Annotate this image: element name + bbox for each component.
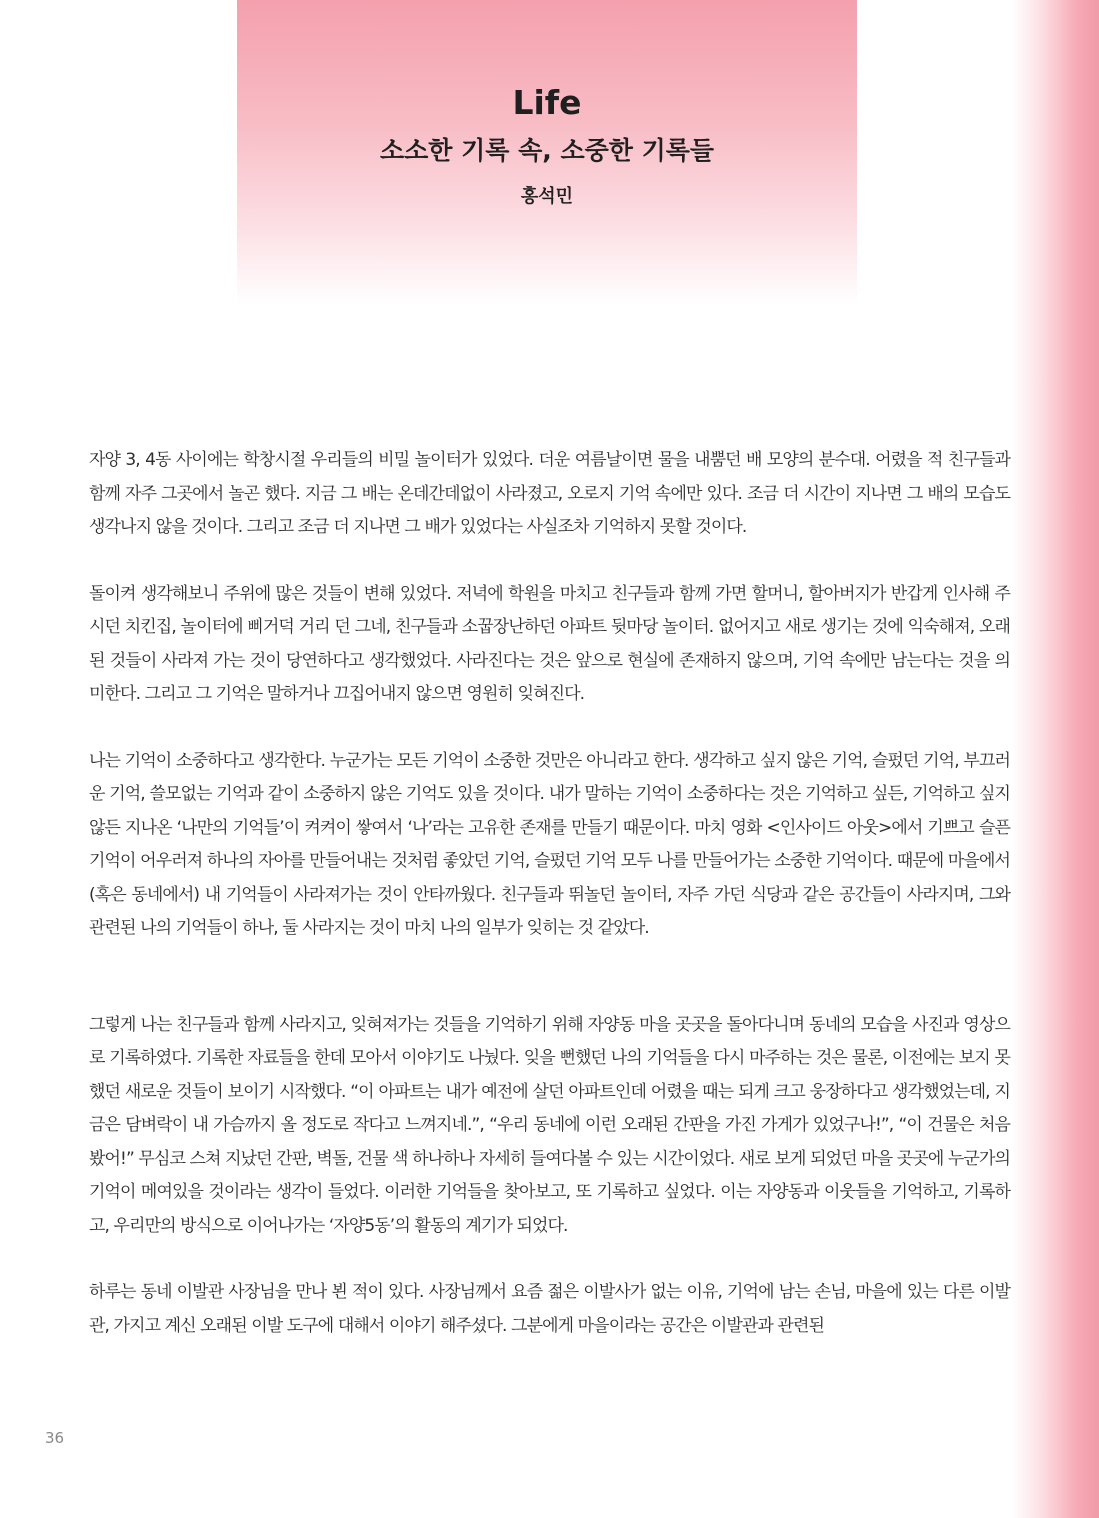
body-paragraph: 하루는 동네 이발관 사장님을 만나 뵌 적이 있다. 사장님께서 요즘 젊은 이발사가 없는 이유, 기억에 남는 손님, 마을에 있는 다른 이발관, 가지고 계신 오래된 이발 도구에 대해서 이야기 해주셨다. 그분에게 마을이라는 공간은 이발관과 관련된 — [89, 1282, 1010, 1336]
body-paragraph: 자양 3, 4동 사이에는 학창시절 우리들의 비밀 놀이터가 있었다. 더운 여름날이면 물을 내뿜던 배 모양의 분수대. 어렸을 적 친구들과 함께 자주 그곳에서 놀곤 했다. 지금 그 배는 온데간데없이 사라졌고, 오로지 기억 속에만 있다. 조금 더 시간이 지나면 그 배의 모습도 생각나지 않을 것이다. 그리고 조금 더 지나면 그 배가 있었다는 사실조차 기억하지 못할 것이다. — [89, 450, 1010, 537]
body-paragraph: 나는 기억이 소중하다고 생각한다. 누군가는 모든 기억이 소중한 것만은 아니라고 한다. 생각하고 싶지 않은 기억, 슬펐던 기억, 부끄러운 기억, 쓸모없는 기억과 같이 소중하지 않은 기억도 있을 것이다. 내가 말하는 기억이 소중하다는 것은 기억하고 싶든, 기억하고 싶지 않든 지나온 ‘나만의 기억들’이 켜켜이 쌓여서 ‘나’라는 고유한 존재를 만들기 때문이다. 마치 영화 <인사이드 아웃>에서 기쁘고 슬픈 기억이 어우러져 하나의 자아를 만들어내는 것처럼 좋았던 기억, 슬펐던 기억 모두 나를 만들어가는 소중한 기억이다. 때문에 마을에서(혹은 동네에서) 내 기억들이 사라져가는 것이 안타까웠다. 친구들과 뛰놀던 놀이터, 자주 가던 식당과 같은 공간들이 사라지며, 그와 관련된 나의 기억들이 하나, 둘 사라지는 것이 마치 나의 일부가 잊히는 것 같았다. — [89, 750, 1010, 938]
author-name: 홍석민 — [520, 186, 574, 207]
article-body — [89, 444, 1010, 1343]
article-header — [237, 0, 857, 305]
page-number: 36 — [45, 1429, 65, 1447]
article-title: 소소한 기록 속, 소중한 기록들 — [379, 136, 715, 165]
section-title: Life — [512, 83, 582, 122]
side-decoration-strip — [1012, 0, 1099, 1518]
body-paragraph: 그렇게 나는 친구들과 함께 사라지고, 잊혀져가는 것들을 기억하기 위해 자양동 마을 곳곳을 돌아다니며 동네의 모습을 사진과 영상으로 기록하였다. 기록한 자료들을 한데 모아서 이야기도 나눴다. 잊을 뻔했던 나의 기억들을 다시 마주하는 것은 물론, 이전에는 보지 못했던 새로운 것들이 보이기 시작했다. “이 아파트는 내가 예전에 살던 아파트인데 어렸을 때는 되게 크고 웅장하다고 생각했었는데, 지금은 담벼락이 내 가슴까지 올 정도로 작다고 느껴지네.”, “우리 동네에 이런 오래된 간판을 가진 가게가 있었구나!”, “이 건물은 처음 봤어!” 무심코 스쳐 지났던 간판, 벽돌, 건물 색 하나하나 자세히 들여다볼 수 있는 시간이었다. 새로 보게 되었던 마을 곳곳에 누군가의 기억이 메여있을 것이라는 생각이 들었다. 이러한 기억들을 찾아보고, 또 기록하고 싶었다. 이는 자양동과 이웃들을 기억하고, 기록하고, 우리만의 방식으로 이어나가는 ‘자양5동’의 활동의 계기가 되었다. — [89, 1014, 1010, 1236]
body-paragraph: 돌이켜 생각해보니 주위에 많은 것들이 변해 있었다. 저녁에 학원을 마치고 친구들과 함께 가면 할머니, 할아버지가 반갑게 인사해 주시던 치킨집, 놀이터에 삐거덕 거리 던 그네, 친구들과 소꿉장난하던 아파트 뒷마당 놀이터. 없어지고 새로 생기는 것에 익숙해져, 오래된 것들이 사라져 가는 것이 당연하다고 생각했었다. 사라진다는 것은 앞으로 현실에 존재하지 않으며, 기억 속에만 남는다는 것을 의미한다. 그리고 그 기억은 말하거나 끄집어내지 않으면 영원히 잊혀진다. — [89, 583, 1010, 704]
